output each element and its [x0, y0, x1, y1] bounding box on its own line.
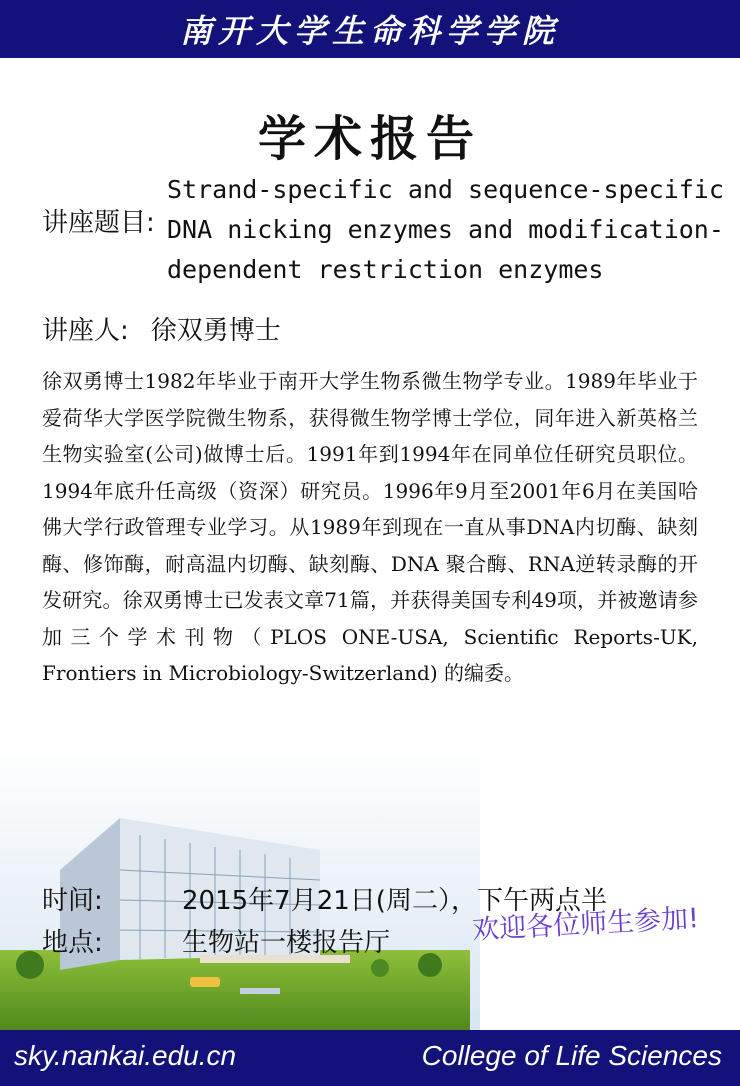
place-value: 生物站一楼报告厅 [182, 928, 391, 958]
speaker-name: 徐双勇博士 [150, 316, 281, 346]
speaker-label: 讲座人: [42, 316, 129, 346]
time-label: 时间: [42, 886, 103, 916]
footer-bar [0, 1030, 740, 1086]
welcome-text: 欢迎各位师生参加! [471, 903, 700, 946]
place-row [42, 922, 391, 959]
topic-label: 讲座题目: [42, 208, 155, 238]
college-name: 南开大学生命科学学院 [179, 12, 560, 50]
topic-text: Strand-specific and sequence-specific DNA nicking enzymes and modification- dependent restriction enzymes [167, 175, 724, 284]
poster-title: 学术报告 [257, 111, 482, 167]
website-link[interactable]: sky.nankai.edu.cn [14, 1040, 237, 1071]
header-bar [0, 0, 740, 58]
speaker-bio: 徐双勇博士1982年毕业于南开大学生物系微生物学专业。1989年毕业于爱荷华大学医学院微生物系，获得微生物学博士学位，同年进入新英格兰生物实验室(公司)做博士后。1991年到1994年在同单位任研究员职位。1994年底升任高级（资深）研究员。1996年9月至2001年6月在美国哈佛大学行政管理专业学习。从1989年到现在一直从事DNA内切酶、缺刻酶、修饰酶，耐高温内切酶、缺刻酶、DNA 聚合酶、RNA逆转录酶的开发研究。徐双勇博士已发表文章71篇，并获得美国专利49项，并被邀请参加三个学术刊物（PLOS ONE-USA, Scientific Reports-UK, Frontiers in Microbiology-Switzerland) 的编委。 [42, 369, 698, 685]
time-row [42, 880, 607, 917]
time-value: 2015年7月21日(周二），下午两点半 [182, 886, 607, 916]
speaker-line [42, 310, 281, 347]
place-label: 地点: [42, 928, 103, 958]
college-english-name: College of Life Sciences [421, 1040, 722, 1071]
